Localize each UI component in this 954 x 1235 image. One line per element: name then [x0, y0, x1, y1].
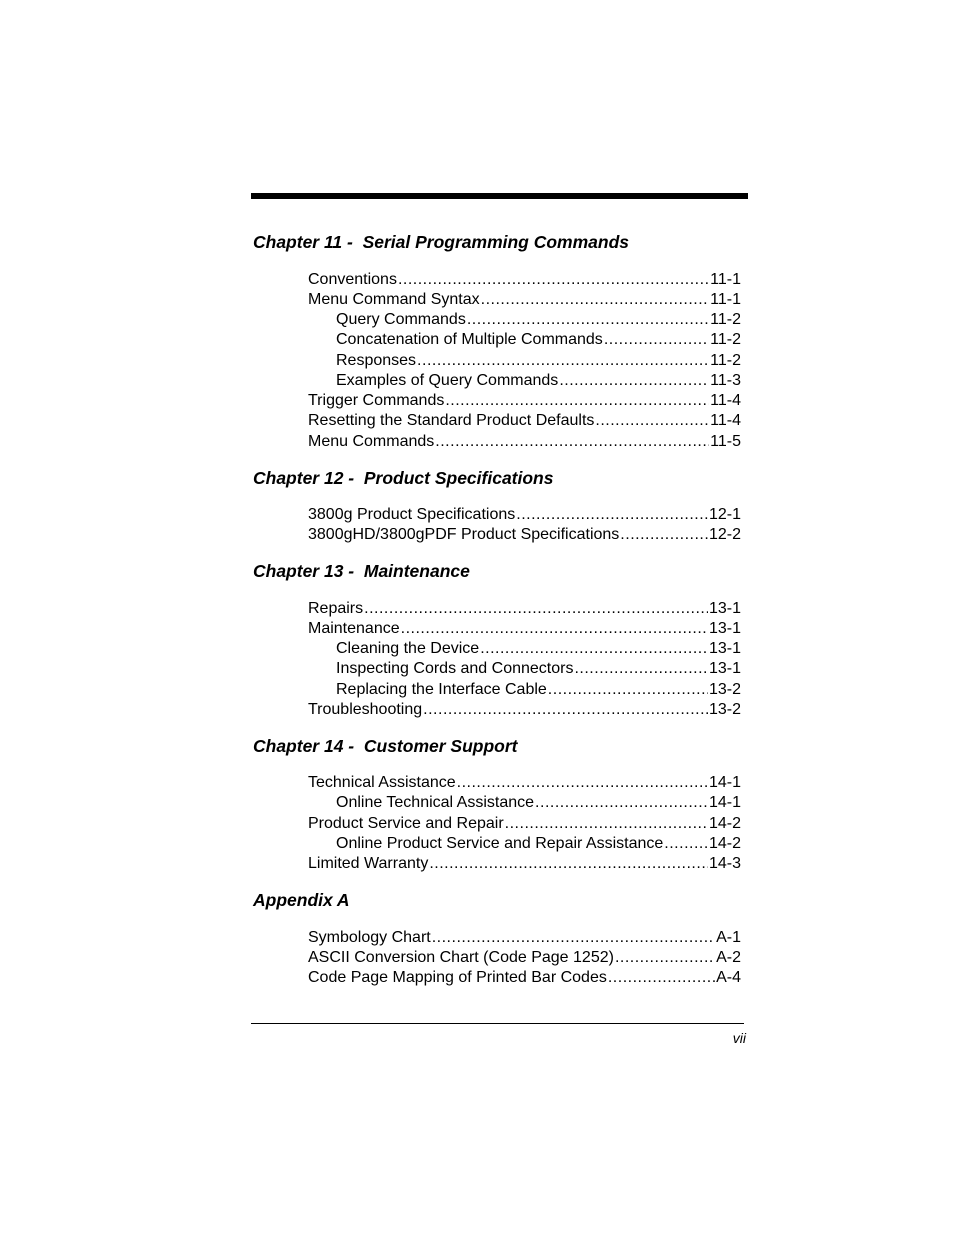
toc-entry-label: Responses — [336, 352, 417, 369]
toc-entry-label: Inspecting Cords and Connectors — [336, 660, 574, 677]
dot-leader — [608, 970, 715, 986]
toc-entry-page: 11-1 — [710, 271, 741, 288]
toc-entry-page: 11-5 — [710, 433, 741, 450]
toc-entry-page: 12-1 — [708, 506, 741, 523]
toc-subentry[interactable] — [336, 373, 741, 389]
appendix-title: Appendix A — [253, 890, 350, 910]
toc-entry[interactable] — [308, 507, 741, 523]
toc-entry-page: 14-2 — [708, 835, 741, 852]
toc-entry-page: 13-1 — [708, 660, 741, 677]
toc-entry-page: 14-1 — [708, 794, 741, 811]
dot-leader — [432, 930, 715, 946]
dot-leader — [516, 507, 708, 523]
toc-entry-label: Resetting the Standard Product Defaults — [308, 412, 595, 429]
toc-entry-label: Maintenance — [308, 620, 400, 637]
toc-entry-label: Repairs — [308, 600, 364, 617]
dot-leader — [604, 332, 709, 348]
dot-leader — [445, 393, 709, 409]
toc-entry-page: 13-1 — [708, 620, 741, 637]
toc-entry-label: Troubleshooting — [308, 701, 423, 718]
toc-entry-label: Concatenation of Multiple Commands — [336, 331, 603, 348]
toc-entry-label: Product Service and Repair — [308, 815, 504, 832]
toc-entry[interactable] — [308, 292, 741, 308]
toc-entry[interactable] — [308, 970, 741, 986]
toc-entry-page: 11-4 — [710, 412, 741, 429]
dot-leader — [417, 353, 709, 369]
toc-entry-page: 13-2 — [708, 681, 741, 698]
toc-subentry[interactable] — [336, 641, 741, 657]
dot-leader — [664, 836, 708, 852]
toc-entry-label: 3800gHD/3800gPDF Product Specifications — [308, 526, 620, 543]
toc-entry-label: Conventions — [308, 271, 397, 288]
toc-subentry[interactable] — [336, 795, 741, 811]
toc-entry-page: 12-2 — [708, 526, 741, 543]
toc-subentry[interactable] — [336, 312, 741, 328]
toc-subentry[interactable] — [336, 332, 741, 348]
toc-entry-label: Cleaning the Device — [336, 640, 480, 657]
toc-entry-label: Query Commands — [336, 311, 466, 328]
dot-leader — [401, 621, 708, 637]
dot-leader — [435, 434, 709, 450]
toc-entry-label: Online Technical Assistance — [336, 794, 535, 811]
toc-subentry[interactable] — [336, 353, 741, 369]
chapter-title: Chapter 12 - Product Specifications — [253, 468, 554, 488]
dot-leader — [398, 272, 709, 288]
toc-entry[interactable] — [308, 621, 741, 637]
toc-entry-label: Technical Assistance — [308, 774, 456, 791]
dot-leader — [505, 816, 708, 832]
toc-entry[interactable] — [308, 702, 741, 718]
dot-leader — [574, 661, 708, 677]
page-number: vii — [732, 1030, 746, 1046]
toc-entry[interactable] — [308, 950, 741, 966]
toc-entry-label: Limited Warranty — [308, 855, 429, 872]
toc-entry-label: Online Product Service and Repair Assistance — [336, 835, 664, 852]
toc-entry-page: 11-4 — [710, 392, 741, 409]
toc-entry[interactable] — [308, 930, 741, 946]
toc-entry-label: Menu Commands — [308, 433, 435, 450]
dot-leader — [615, 950, 715, 966]
toc-entry-label: 3800g Product Specifications — [308, 506, 516, 523]
toc-entry-page: A-2 — [716, 949, 741, 966]
chapter-title: Chapter 11 - Serial Programming Commands — [253, 232, 630, 252]
toc-entry[interactable] — [308, 413, 741, 429]
footer-rule — [251, 1023, 744, 1024]
toc-subentry[interactable] — [336, 836, 741, 852]
toc-entry-label: Code Page Mapping of Printed Bar Codes — [308, 969, 607, 986]
dot-leader — [423, 702, 708, 718]
dot-leader — [429, 856, 708, 872]
toc-entry[interactable] — [308, 272, 741, 288]
toc-entry-page: 14-1 — [708, 774, 741, 791]
dot-leader — [481, 292, 710, 308]
toc-entry-page: A-1 — [716, 929, 741, 946]
toc-subentry[interactable] — [336, 682, 741, 698]
header-rule — [251, 193, 748, 199]
toc-entry[interactable] — [308, 393, 741, 409]
dot-leader — [467, 312, 709, 328]
toc-entry-label: Menu Command Syntax — [308, 291, 480, 308]
toc-entry-label: Symbology Chart — [308, 929, 431, 946]
toc-entry-page: 11-2 — [710, 311, 741, 328]
toc-entry[interactable] — [308, 527, 741, 543]
toc-entry-page: A-4 — [716, 969, 741, 986]
dot-leader — [620, 527, 708, 543]
toc-entry-page: 11-2 — [710, 331, 741, 348]
dot-leader — [535, 795, 708, 811]
toc-entry[interactable] — [308, 434, 741, 450]
toc-entry-page: 14-2 — [708, 815, 741, 832]
toc-entry[interactable] — [308, 856, 741, 872]
toc-entry-label: Examples of Query Commands — [336, 372, 559, 389]
toc-entry-label: Replacing the Interface Cable — [336, 681, 547, 698]
toc-subentry[interactable] — [336, 661, 741, 677]
toc-entry[interactable] — [308, 816, 741, 832]
toc-entry-page: 13-1 — [708, 600, 741, 617]
toc-entry-page: 11-1 — [710, 291, 741, 308]
dot-leader — [480, 641, 708, 657]
toc-entry-page: 11-2 — [710, 352, 741, 369]
toc-entry-page: 13-1 — [708, 640, 741, 657]
toc-entry[interactable] — [308, 601, 741, 617]
toc-entry-page: 14-3 — [708, 855, 741, 872]
dot-leader — [559, 373, 709, 389]
chapter-title: Chapter 14 - Customer Support — [253, 736, 518, 756]
dot-leader — [364, 601, 708, 617]
toc-entry-page: 11-3 — [710, 372, 741, 389]
toc-entry-page: 13-2 — [708, 701, 741, 718]
dot-leader — [548, 682, 708, 698]
dot-leader — [457, 775, 708, 791]
chapter-title: Chapter 13 - Maintenance — [253, 561, 470, 581]
dot-leader — [595, 413, 709, 429]
toc-entry-label: ASCII Conversion Chart (Code Page 1252) — [308, 949, 614, 966]
toc-entry-label: Trigger Commands — [308, 392, 445, 409]
toc-entry[interactable] — [308, 775, 741, 791]
